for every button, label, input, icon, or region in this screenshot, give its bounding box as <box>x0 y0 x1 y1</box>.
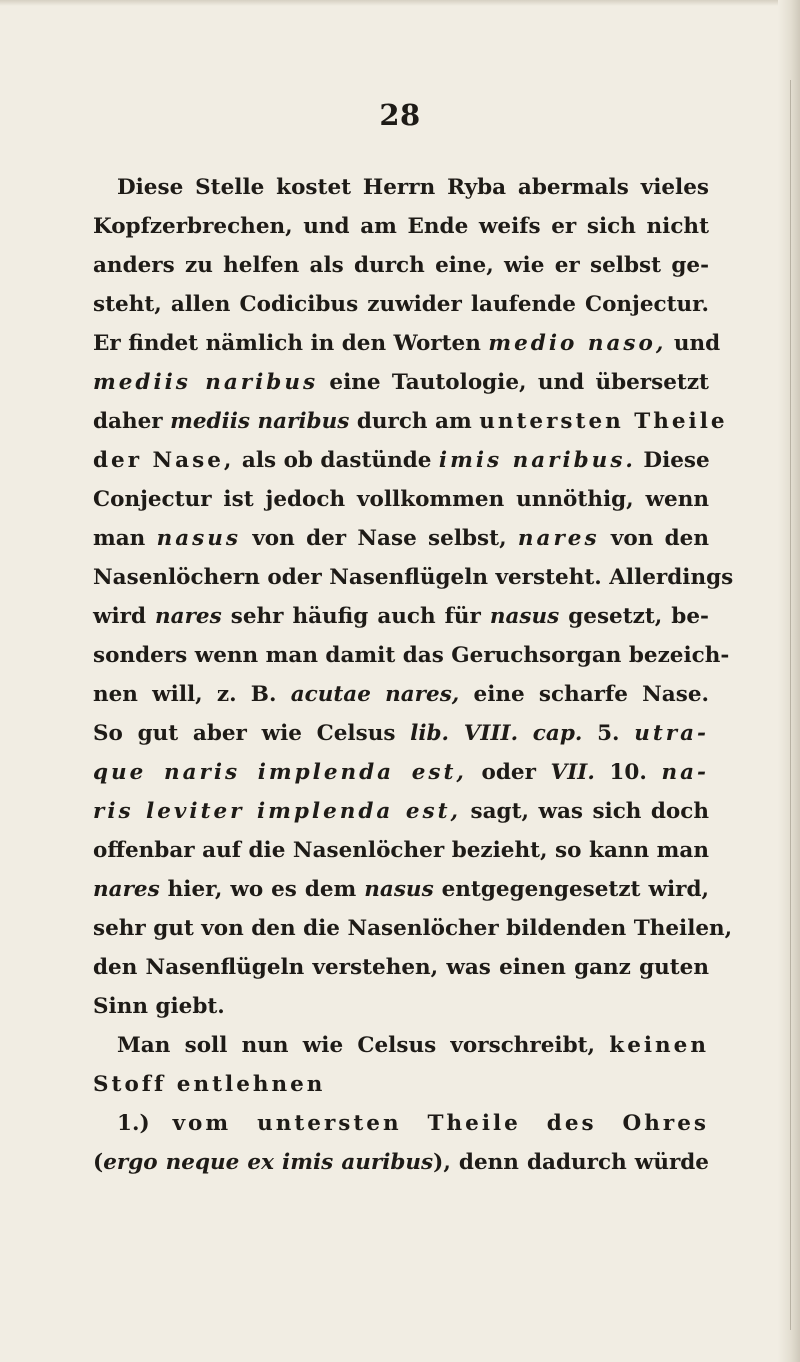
latin-term: nares <box>155 604 222 629</box>
citation: lib. VIII. cap. <box>410 721 583 746</box>
text-line: 1.) vom untersten Theile des Ohres <box>117 1111 709 1136</box>
latin-term: utra- <box>634 721 709 746</box>
text-line: So gut aber wie Celsus lib. VIII. cap. 5. utra- <box>93 721 709 746</box>
page-edge-stroke <box>790 80 791 1330</box>
text-line: daher mediis naribus durch am untersten Theile <box>93 409 728 434</box>
text-line: sehr gut von den die Nasenlöcher bildenden Theilen, <box>93 916 733 941</box>
latin-term: mediis naribus <box>93 370 319 395</box>
text-line: Kopfzerbrechen, und am Ende weifs er sich nicht <box>93 214 709 239</box>
text-line: steht, allen Codicibus zuwider laufende Conjectur. <box>93 292 709 317</box>
spaced-term: untersten Theile <box>479 409 728 434</box>
latin-term: ergo neque ex imis auribus <box>103 1150 434 1175</box>
latin-term: que naris implenda est, <box>93 760 467 785</box>
text-line: Er findet nämlich in den Worten medio naso, und <box>93 331 721 356</box>
latin-term: na- <box>661 760 709 785</box>
spaced-term: keinen <box>609 1033 709 1058</box>
text-line: nares hier, wo es dem nasus entgegengesetzt wird, <box>93 877 709 902</box>
page-right-edge <box>778 0 800 1362</box>
latin-term: ris leviter implenda est, <box>93 799 462 824</box>
text-line: mediis naribus eine Tautologie, und übersetzt <box>93 370 709 395</box>
latin-term: acutae nares, <box>290 682 460 707</box>
text-line: Man soll nun wie Celsus vorschreibt, keinen <box>117 1033 709 1058</box>
text-line: der Nase, als ob dastünde imis naribus. Diese <box>93 448 710 473</box>
latin-term: nasus <box>489 604 560 629</box>
text-line: Sinn giebt. <box>93 994 225 1019</box>
spaced-term: der Nase, <box>93 448 235 473</box>
latin-term: imis naribus. <box>438 448 636 473</box>
text-line: Diese Stelle kostet Herrn Ryba abermals vieles <box>117 175 709 200</box>
text-line: wird nares sehr häufig auch für nasus gesetzt, be- <box>93 604 709 629</box>
spaced-term: vom untersten Theile des Ohres <box>172 1111 709 1136</box>
text-line: sonders wenn man damit das Geruchsorgan bezeich- <box>93 643 730 668</box>
latin-term: nasus <box>364 877 434 902</box>
latin-term: nasus <box>156 526 242 551</box>
latin-term: medio naso, <box>488 331 667 356</box>
text-line: offenbar auf die Nasenlöcher bezieht, so kann man <box>93 838 709 863</box>
text-line: ris leviter implenda est, sagt, was sich doch <box>93 799 710 824</box>
latin-term: mediis naribus <box>170 409 350 434</box>
text-line: que naris implenda est, oder VII. 10. na- <box>93 760 709 785</box>
text-line: Conjectur ist jedoch vollkommen unnöthig, wenn <box>93 487 709 512</box>
text-line: den Nasenflügeln verstehen, was einen ganz guten <box>93 955 709 980</box>
citation: VII. <box>550 760 595 785</box>
text-line: nen will, z. B. acutae nares, eine scharfe Nase. <box>93 682 709 707</box>
text-line: (ergo neque ex imis auribus), denn dadurch würde <box>93 1150 709 1175</box>
latin-term: nares <box>93 877 160 902</box>
text-line: anders zu helfen als durch eine, wie er selbst ge- <box>93 253 709 278</box>
page-number: 28 <box>379 98 421 132</box>
text-line: man nasus von der Nase selbst, nares von den <box>93 526 709 551</box>
body-text <box>93 168 734 1182</box>
text-line: Nasenlöchern oder Nasenflügeln versteht. Allerdings <box>93 565 734 590</box>
latin-term: nares <box>517 526 600 551</box>
page-top-edge <box>0 0 800 6</box>
text-line: Stoff entlehnen <box>93 1072 326 1097</box>
